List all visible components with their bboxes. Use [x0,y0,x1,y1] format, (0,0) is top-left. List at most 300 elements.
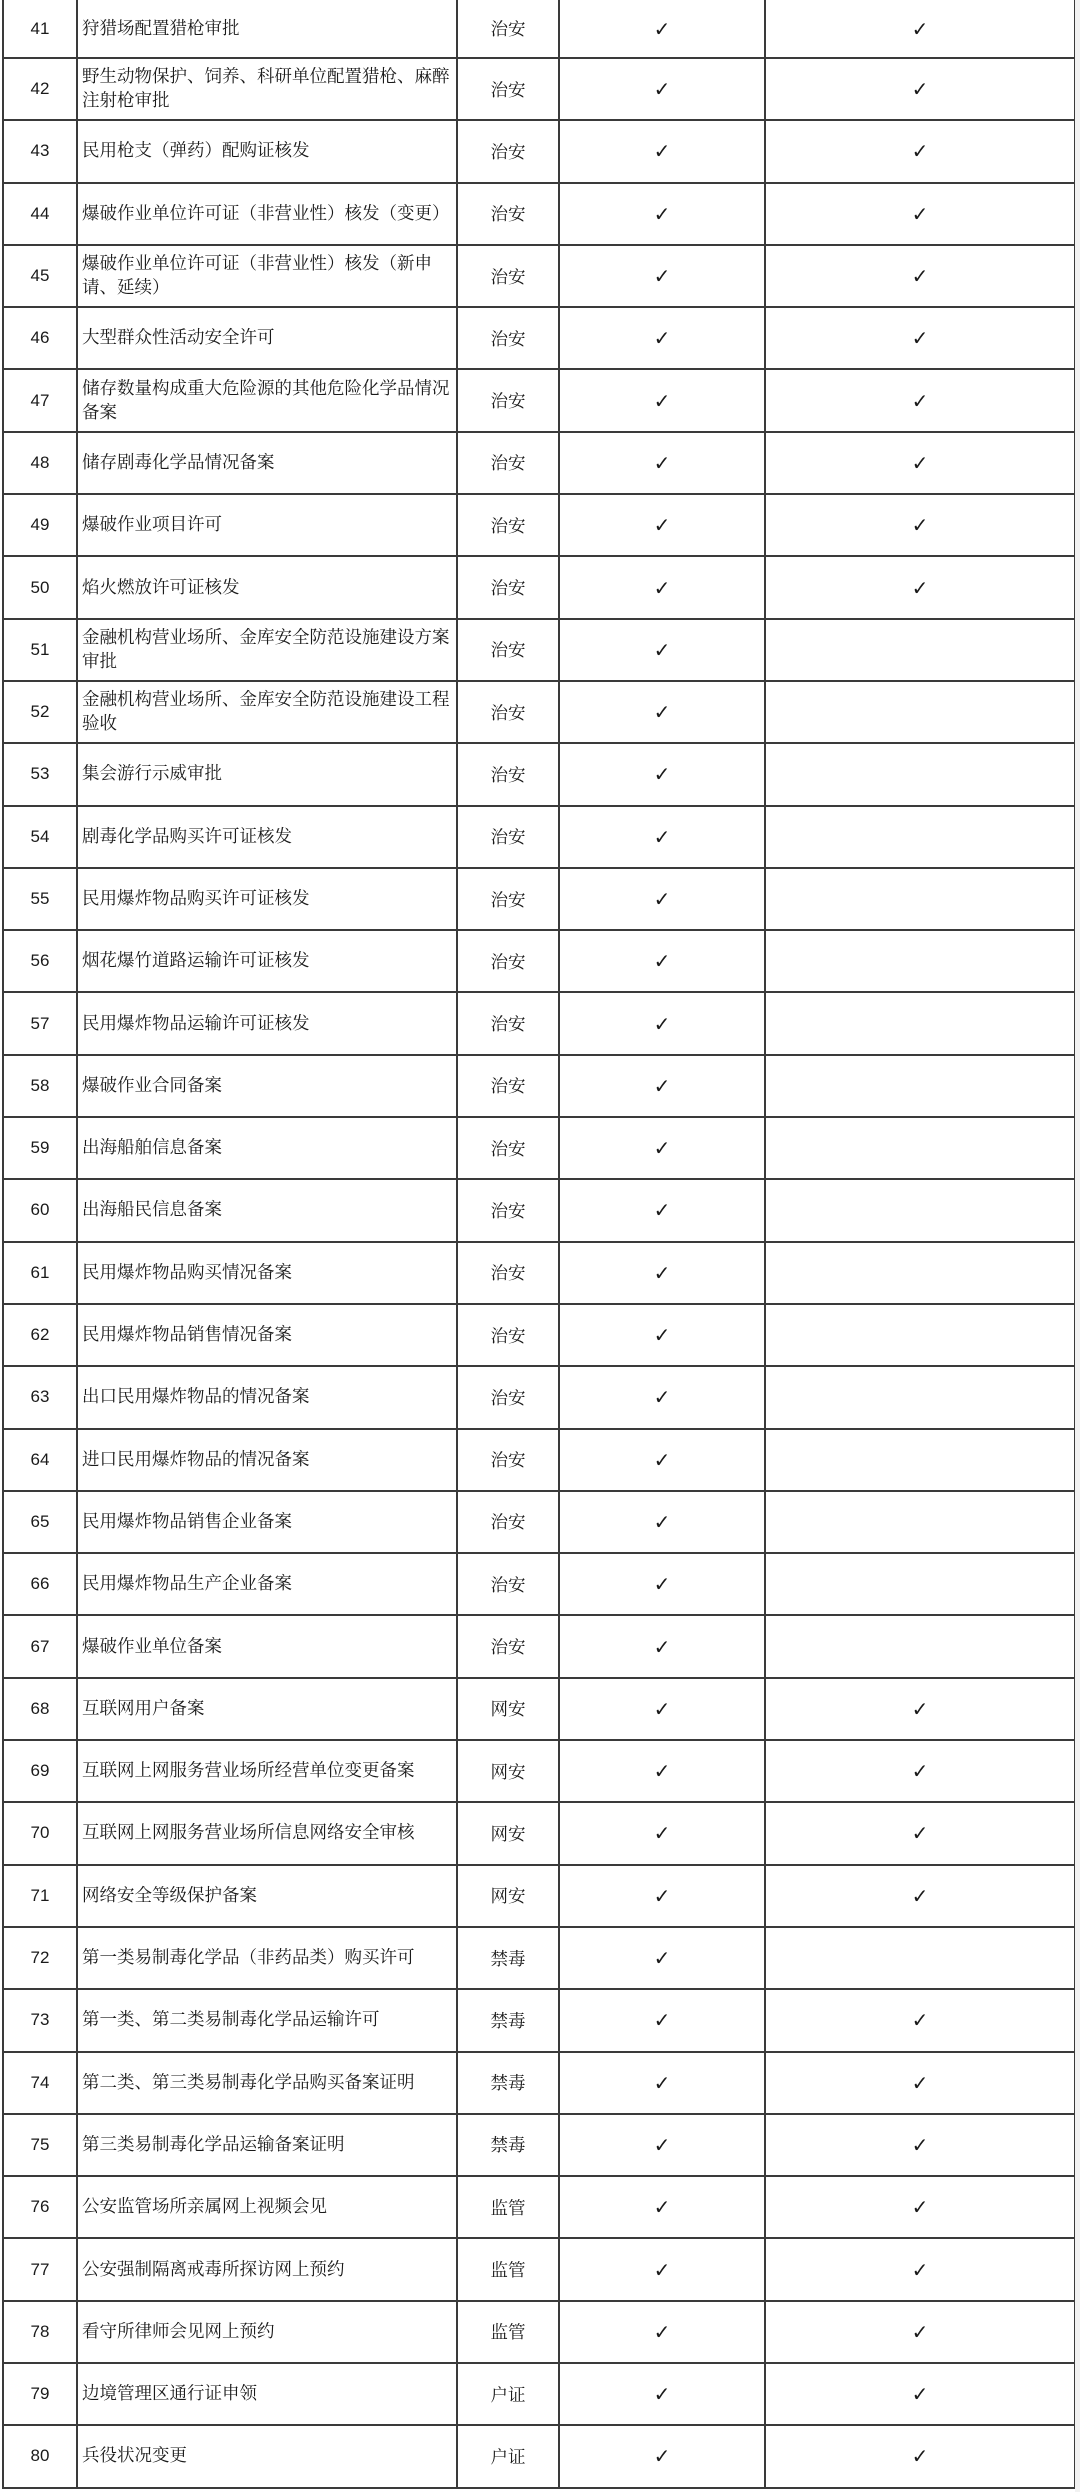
check-column-1 [559,806,765,868]
item-category: 治安 [457,120,559,182]
check-column-1 [559,1865,765,1927]
check-column-1 [559,1117,765,1179]
table-row [3,245,1075,307]
table-row [3,1117,1075,1179]
row-number: 46 [3,307,77,369]
check-mark-icon: ✓ [911,2195,929,2220]
check-column-2 [765,1179,1075,1241]
table-row [3,1304,1075,1366]
row-number: 76 [3,2176,77,2238]
item-category: 治安 [457,868,559,930]
item-category: 禁毒 [457,1927,559,1989]
table-row [3,930,1075,992]
check-column-2 [765,1740,1075,1802]
item-category: 治安 [457,307,559,369]
item-category: 治安 [457,619,559,681]
check-column-2 [765,619,1075,681]
check-column-1 [559,1802,765,1864]
check-mark-icon: ✓ [911,1696,929,1721]
table-row [3,1865,1075,1927]
check-column-2 [765,1055,1075,1117]
table-row [3,183,1075,245]
check-column-2 [765,1615,1075,1677]
check-mark-icon: ✓ [653,2257,671,2282]
check-column-2 [765,1802,1075,1864]
check-column-1 [559,1429,765,1491]
item-name: 网络安全等级保护备案 [77,1865,457,1927]
row-number: 68 [3,1678,77,1740]
check-column-1 [559,2238,765,2300]
table-row [3,619,1075,681]
item-name: 出海船舶信息备案 [77,1117,457,1179]
check-mark-icon: ✓ [653,2132,671,2157]
check-mark-icon: ✓ [911,201,929,226]
check-column-1 [559,868,765,930]
item-category: 监管 [457,2238,559,2300]
table-row [3,1740,1075,1802]
check-column-1 [559,2363,765,2425]
check-column-2 [765,1117,1075,1179]
row-number: 62 [3,1304,77,1366]
check-mark-icon: ✓ [653,2382,671,2407]
row-number: 72 [3,1927,77,1989]
item-name: 爆破作业单位许可证（非营业性）核发（新申请、延续） [77,245,457,307]
check-mark-icon: ✓ [653,1883,671,1908]
table-row [3,1429,1075,1491]
check-column-2 [765,183,1075,245]
check-column-2 [765,494,1075,556]
check-mark-icon: ✓ [911,2008,929,2033]
check-column-2 [765,743,1075,805]
item-category: 网安 [457,1678,559,1740]
row-number: 71 [3,1865,77,1927]
item-name: 爆破作业合同备案 [77,1055,457,1117]
check-column-2 [765,0,1075,58]
check-mark-icon: ✓ [653,16,671,41]
item-name: 爆破作业单位备案 [77,1615,457,1677]
check-column-2 [765,2301,1075,2363]
item-name: 公安监管场所亲属网上视频会见 [77,2176,457,2238]
item-category: 监管 [457,2176,559,2238]
item-category: 治安 [457,1366,559,1428]
row-number: 74 [3,2052,77,2114]
item-name: 烟花爆竹道路运输许可证核发 [77,930,457,992]
table-row [3,1615,1075,1677]
row-number: 54 [3,806,77,868]
check-column-2 [765,307,1075,369]
check-mark-icon: ✓ [911,2319,929,2344]
table-row [3,2363,1075,2425]
table-row [3,1553,1075,1615]
item-category: 治安 [457,369,559,431]
check-column-2 [765,1927,1075,1989]
row-number: 42 [3,58,77,120]
check-mark-icon: ✓ [653,513,671,538]
check-mark-icon: ✓ [653,2444,671,2469]
item-category: 禁毒 [457,2114,559,2176]
item-category: 治安 [457,681,559,743]
check-mark-icon: ✓ [911,2444,929,2469]
item-name: 出口民用爆炸物品的情况备案 [77,1366,457,1428]
table-row [3,1927,1075,1989]
check-column-1 [559,2176,765,2238]
row-number: 59 [3,1117,77,1179]
check-column-1 [559,120,765,182]
row-number: 52 [3,681,77,743]
row-number: 43 [3,120,77,182]
check-mark-icon: ✓ [911,388,929,413]
check-mark-icon: ✓ [653,450,671,475]
row-number: 80 [3,2425,77,2487]
check-column-1 [559,1678,765,1740]
item-name: 出海船民信息备案 [77,1179,457,1241]
table-row [3,1179,1075,1241]
check-column-1 [559,1179,765,1241]
row-number: 58 [3,1055,77,1117]
table-row [3,1366,1075,1428]
item-name: 第三类易制毒化学品运输备案证明 [77,2114,457,2176]
table-row [3,1678,1075,1740]
check-mark-icon: ✓ [911,1821,929,1846]
check-column-1 [559,245,765,307]
item-name: 爆破作业项目许可 [77,494,457,556]
check-mark-icon: ✓ [653,1011,671,1036]
check-mark-icon: ✓ [653,1572,671,1597]
check-mark-icon: ✓ [653,1946,671,1971]
row-number: 57 [3,992,77,1054]
check-column-2 [765,432,1075,494]
item-name: 第一类易制毒化学品（非药品类）购买许可 [77,1927,457,1989]
check-column-2 [765,1304,1075,1366]
check-mark-icon: ✓ [911,2382,929,2407]
item-name: 兵役状况变更 [77,2425,457,2487]
check-mark-icon: ✓ [653,887,671,911]
check-mark-icon: ✓ [653,762,671,787]
table-row [3,432,1075,494]
check-mark-icon: ✓ [653,637,671,662]
item-name: 民用爆炸物品运输许可证核发 [77,992,457,1054]
check-mark-icon: ✓ [653,1759,671,1784]
row-number: 56 [3,930,77,992]
check-column-2 [765,2425,1075,2487]
table-row [3,743,1075,805]
check-column-2 [765,2363,1075,2425]
row-number: 51 [3,619,77,681]
item-name: 看守所律师会见网上预约 [77,2301,457,2363]
check-column-1 [559,369,765,431]
item-name: 金融机构营业场所、金库安全防范设施建设方案审批 [77,619,457,681]
check-column-1 [559,432,765,494]
table-row [3,2052,1075,2114]
check-column-2 [765,1989,1075,2051]
item-name: 爆破作业单位许可证（非营业性）核发（变更） [77,183,457,245]
item-category: 治安 [457,1117,559,1179]
item-name: 第一类、第二类易制毒化学品运输许可 [77,1989,457,2051]
item-category: 治安 [457,0,559,58]
check-column-1 [559,1553,765,1615]
item-category: 治安 [457,1553,559,1615]
item-category: 户证 [457,2363,559,2425]
check-mark-icon: ✓ [653,264,671,289]
item-category: 治安 [457,1304,559,1366]
item-name: 储存数量构成重大危险源的其他危险化学品情况备案 [77,369,457,431]
row-number: 48 [3,432,77,494]
check-column-2 [765,58,1075,120]
row-number: 65 [3,1491,77,1553]
check-column-2 [765,1553,1075,1615]
row-number: 44 [3,183,77,245]
item-category: 禁毒 [457,2052,559,2114]
check-column-1 [559,1927,765,1989]
check-mark-icon: ✓ [653,700,671,725]
check-mark-icon: ✓ [653,1198,671,1223]
check-mark-icon: ✓ [911,264,929,289]
check-column-1 [559,681,765,743]
item-category: 治安 [457,183,559,245]
check-column-1 [559,2425,765,2487]
check-column-1 [559,2114,765,2176]
check-mark-icon: ✓ [653,2195,671,2220]
check-mark-icon: ✓ [653,77,671,102]
check-column-1 [559,2052,765,2114]
table-row [3,2238,1075,2300]
item-category: 网安 [457,1865,559,1927]
table-row [3,806,1075,868]
table-row [3,992,1075,1054]
item-name: 大型群众性活动安全许可 [77,307,457,369]
check-column-2 [765,868,1075,930]
check-mark-icon: ✓ [653,1260,671,1285]
check-mark-icon: ✓ [911,575,929,600]
item-name: 野生动物保护、饲养、科研单位配置猎枪、麻醉注射枪审批 [77,58,457,120]
item-name: 民用爆炸物品销售情况备案 [77,1304,457,1366]
table-row [3,2114,1075,2176]
check-column-2 [765,806,1075,868]
check-mark-icon: ✓ [911,1759,929,1784]
check-column-1 [559,58,765,120]
item-category: 户证 [457,2425,559,2487]
row-number: 63 [3,1366,77,1428]
row-number: 47 [3,369,77,431]
row-number: 67 [3,1615,77,1677]
row-number: 75 [3,2114,77,2176]
check-mark-icon: ✓ [653,1696,671,1721]
check-mark-icon: ✓ [911,77,929,102]
check-column-1 [559,619,765,681]
item-category: 治安 [457,245,559,307]
check-column-2 [765,1678,1075,1740]
row-number: 49 [3,494,77,556]
check-mark-icon: ✓ [911,139,929,164]
check-column-1 [559,183,765,245]
item-name: 民用枪支（弹药）配购证核发 [77,120,457,182]
check-mark-icon: ✓ [653,1821,671,1846]
check-mark-icon: ✓ [653,326,671,351]
item-category: 治安 [457,992,559,1054]
page-edge [1075,0,1080,2492]
check-column-2 [765,930,1075,992]
check-column-1 [559,0,765,58]
check-column-2 [765,992,1075,1054]
check-mark-icon: ✓ [911,2070,929,2095]
table-row [3,868,1075,930]
row-number: 61 [3,1242,77,1304]
check-mark-icon: ✓ [911,2257,929,2282]
row-number: 64 [3,1429,77,1491]
check-mark-icon: ✓ [653,2070,671,2095]
check-column-1 [559,1989,765,2051]
item-name: 公安强制隔离戒毒所探访网上预约 [77,2238,457,2300]
item-category: 网安 [457,1740,559,1802]
item-name: 边境管理区通行证申领 [77,2363,457,2425]
check-column-2 [765,2114,1075,2176]
row-number: 50 [3,556,77,618]
item-category: 治安 [457,1242,559,1304]
row-number: 55 [3,868,77,930]
check-column-2 [765,1429,1075,1491]
check-column-2 [765,2238,1075,2300]
check-column-1 [559,307,765,369]
item-category: 禁毒 [457,1989,559,2051]
table-row [3,369,1075,431]
check-column-2 [765,2052,1075,2114]
check-column-1 [559,743,765,805]
check-mark-icon: ✓ [653,2319,671,2344]
item-category: 治安 [457,1179,559,1241]
item-category: 治安 [457,1429,559,1491]
item-name: 民用爆炸物品销售企业备案 [77,1491,457,1553]
row-number: 69 [3,1740,77,1802]
item-category: 治安 [457,806,559,868]
item-name: 集会游行示威审批 [77,743,457,805]
item-name: 互联网用户备案 [77,1678,457,1740]
check-column-1 [559,1740,765,1802]
check-mark-icon: ✓ [911,513,929,538]
check-column-1 [559,2301,765,2363]
check-column-1 [559,992,765,1054]
check-mark-icon: ✓ [653,1323,671,1348]
check-mark-icon: ✓ [911,1883,929,1908]
check-mark-icon: ✓ [911,2132,929,2157]
row-number: 41 [3,0,77,58]
item-name: 互联网上网服务营业场所信息网络安全审核 [77,1802,457,1864]
row-number: 70 [3,1802,77,1864]
check-column-2 [765,1242,1075,1304]
item-name: 第二类、第三类易制毒化学品购买备案证明 [77,2052,457,2114]
item-category: 治安 [457,1055,559,1117]
check-column-1 [559,1242,765,1304]
check-mark-icon: ✓ [653,388,671,413]
row-number: 73 [3,1989,77,2051]
check-mark-icon: ✓ [653,1634,671,1659]
item-name: 民用爆炸物品购买情况备案 [77,1242,457,1304]
check-column-2 [765,1491,1075,1553]
item-category: 监管 [457,2301,559,2363]
check-column-2 [765,369,1075,431]
check-mark-icon: ✓ [653,2008,671,2033]
check-mark-icon: ✓ [911,326,929,351]
check-mark-icon: ✓ [653,1073,671,1098]
check-mark-icon: ✓ [653,949,671,974]
check-column-2 [765,1865,1075,1927]
check-mark-icon: ✓ [653,824,671,849]
item-category: 治安 [457,1491,559,1553]
check-mark-icon: ✓ [653,1447,671,1472]
item-name: 民用爆炸物品购买许可证核发 [77,868,457,930]
table-row [3,0,1075,58]
table-row [3,1802,1075,1864]
check-column-1 [559,1055,765,1117]
item-category: 治安 [457,58,559,120]
row-number: 79 [3,2363,77,2425]
check-column-1 [559,930,765,992]
check-column-1 [559,1366,765,1428]
table-row [3,2425,1075,2487]
table-row [3,58,1075,120]
table-row [3,1242,1075,1304]
table-row [3,1989,1075,2051]
check-mark-icon: ✓ [911,16,929,41]
table-row [3,120,1075,182]
check-mark-icon: ✓ [653,1385,671,1410]
table-row [3,556,1075,618]
item-category: 治安 [457,1615,559,1677]
table-row [3,2176,1075,2238]
table-row [3,1491,1075,1553]
table-row [3,681,1075,743]
check-mark-icon: ✓ [911,450,929,475]
table-row [3,2301,1075,2363]
check-mark-icon: ✓ [653,201,671,226]
check-column-1 [559,1615,765,1677]
item-name: 焰火燃放许可证核发 [77,556,457,618]
check-column-1 [559,556,765,618]
item-name: 金融机构营业场所、金库安全防范设施建设工程验收 [77,681,457,743]
item-category: 治安 [457,556,559,618]
check-mark-icon: ✓ [653,1136,671,1161]
table-row [3,1055,1075,1117]
row-number: 78 [3,2301,77,2363]
check-mark-icon: ✓ [653,575,671,600]
item-category: 治安 [457,494,559,556]
check-column-2 [765,681,1075,743]
check-column-1 [559,494,765,556]
check-column-1 [559,1304,765,1366]
check-column-1 [559,1491,765,1553]
row-number: 66 [3,1553,77,1615]
item-name: 互联网上网服务营业场所经营单位变更备案 [77,1740,457,1802]
check-column-2 [765,120,1075,182]
check-column-2 [765,245,1075,307]
item-name: 民用爆炸物品生产企业备案 [77,1553,457,1615]
services-table [2,0,1076,2489]
table-row [3,307,1075,369]
check-mark-icon: ✓ [653,139,671,164]
row-number: 77 [3,2238,77,2300]
item-name: 狩猎场配置猎枪审批 [77,0,457,58]
check-mark-icon: ✓ [653,1509,671,1534]
item-category: 治安 [457,432,559,494]
row-number: 53 [3,743,77,805]
item-name: 剧毒化学品购买许可证核发 [77,806,457,868]
table-row [3,494,1075,556]
item-category: 治安 [457,930,559,992]
row-number: 60 [3,1179,77,1241]
check-column-2 [765,2176,1075,2238]
item-name: 进口民用爆炸物品的情况备案 [77,1429,457,1491]
item-name: 储存剧毒化学品情况备案 [77,432,457,494]
item-category: 治安 [457,743,559,805]
